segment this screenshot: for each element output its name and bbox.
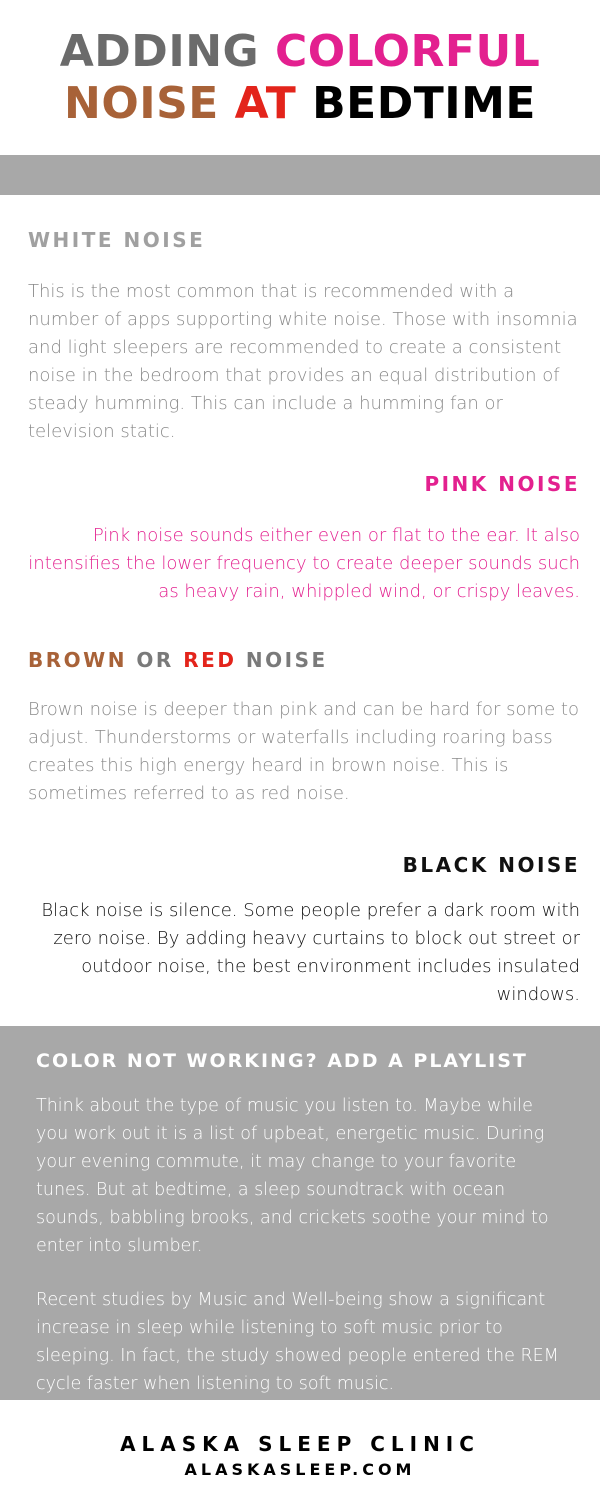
pink-noise-body: Pink noise sounds either even or flat to the ear. It also intensifies the lower frequency to create deeper sounds such as heavy rain, whippled wind, or crispy leaves. (28, 525, 580, 602)
title-word-at: AT (234, 78, 313, 129)
title-word-adding: ADDING (59, 26, 275, 77)
playlist-heading: COLOR NOT WORKING? ADD A PLAYLIST (36, 1050, 528, 1072)
playlist-paragraph-1: Think about the type of music you listen to. Maybe while you work out it is a list of upbeat, energetic music. During your evening commute, it may change to your favorite tunes. But at bedtime, a sleep soundtrack with ocean sounds, babbling brooks, and crickets soothe your mind to enter into slumber. (36, 1096, 549, 1256)
heading-word-noise: NOISE (236, 648, 328, 672)
pink-noise-heading: PINK NOISE (424, 472, 580, 496)
white-noise-body: This is the most common that is recommended with a number of apps supporting white noise. Those with insomnia and light sleepers are recommended to create a consistent noise in the bedroom that provides an equal distribution of steady humming. This can include a humming fan or television static. (28, 281, 578, 442)
pink-noise-section (28, 472, 580, 606)
heading-word-or: OR (126, 648, 184, 672)
brown-noise-section (28, 648, 580, 808)
brown-noise-heading (28, 648, 580, 672)
black-noise-section (28, 853, 580, 1009)
title-line-1 (0, 26, 600, 78)
divider-bar (0, 155, 600, 195)
white-noise-heading: WHITE NOISE (28, 228, 206, 252)
page-title (0, 0, 600, 130)
playlist-paragraph-2: Recent studies by Music and Well-being show a significant increase in sleep while listening to soft music prior to sleeping. In fact, the study showed people entered the REM cycle faster when listening to soft music. (36, 1290, 559, 1394)
title-word-colorful: COLORFUL (274, 26, 541, 77)
brown-noise-body: Brown noise is deeper than pink and can be hard for some to adjust. Thunderstorms or waterfalls including roaring bass creates this high energy heard in brown noise. This is sometimes referred to as red noise. (28, 699, 579, 804)
heading-word-red: RED (183, 648, 237, 672)
footer (0, 1432, 600, 1479)
white-noise-section (28, 228, 580, 446)
title-word-noise: NOISE (64, 78, 235, 129)
playlist-panel (0, 1026, 600, 1400)
clinic-name: ALASKA SLEEP CLINIC (120, 1432, 480, 1456)
title-line-2 (0, 78, 600, 130)
heading-word-brown: BROWN (28, 648, 127, 672)
black-noise-body: Black noise is silence. Some people prefer a dark room with zero noise. By adding heavy curtains to block out street or outdoor noise, the best environment includes insulated windows. (41, 900, 580, 1005)
black-noise-heading: BLACK NOISE (402, 853, 580, 877)
title-word-bedtime: BEDTIME (312, 78, 536, 129)
website-link[interactable]: ALASKASLEEP.COM (184, 1460, 416, 1479)
